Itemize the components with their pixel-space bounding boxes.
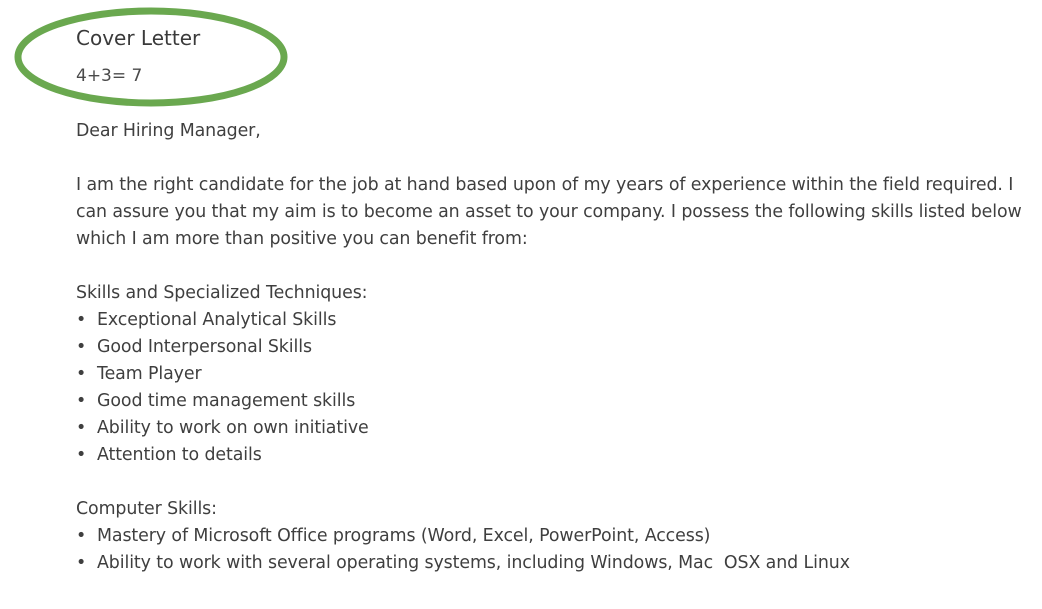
list-item: • Mastery of Microsoft Office programs (Word, Excel, PowerPoint, Access) bbox=[76, 523, 1036, 550]
list-item: • Attention to details bbox=[76, 442, 1036, 469]
list-item: • Good time management skills bbox=[76, 388, 1036, 415]
list-item: • Exceptional Analytical Skills bbox=[76, 307, 1036, 334]
document-title: Cover Letter bbox=[76, 26, 201, 50]
list-item: • Ability to work with several operating systems, including Windows, Mac OSX and Linux bbox=[76, 550, 1036, 577]
skills-list bbox=[76, 307, 1036, 469]
skills-heading: Skills and Specialized Techniques: bbox=[76, 283, 368, 303]
list-item: • Team Player bbox=[76, 361, 1036, 388]
list-item: • Ability to work on own initiative bbox=[76, 415, 1036, 442]
greeting: Dear Hiring Manager, bbox=[76, 121, 261, 141]
highlight-ellipse bbox=[0, 0, 300, 115]
computer-skills-heading: Computer Skills: bbox=[76, 499, 217, 519]
intro-paragraph: I am the right candidate for the job at hand based upon of my years of experience within the field required. I can assure you that my aim is to become an asset to your company. I possess the following skills listed below which I am more than positive you can benefit from: bbox=[76, 175, 1022, 249]
document-subtitle: 4+3= 7 bbox=[76, 66, 143, 86]
letter-body bbox=[76, 118, 1036, 577]
computer-skills-list bbox=[76, 523, 1036, 577]
list-item: • Good Interpersonal Skills bbox=[76, 334, 1036, 361]
